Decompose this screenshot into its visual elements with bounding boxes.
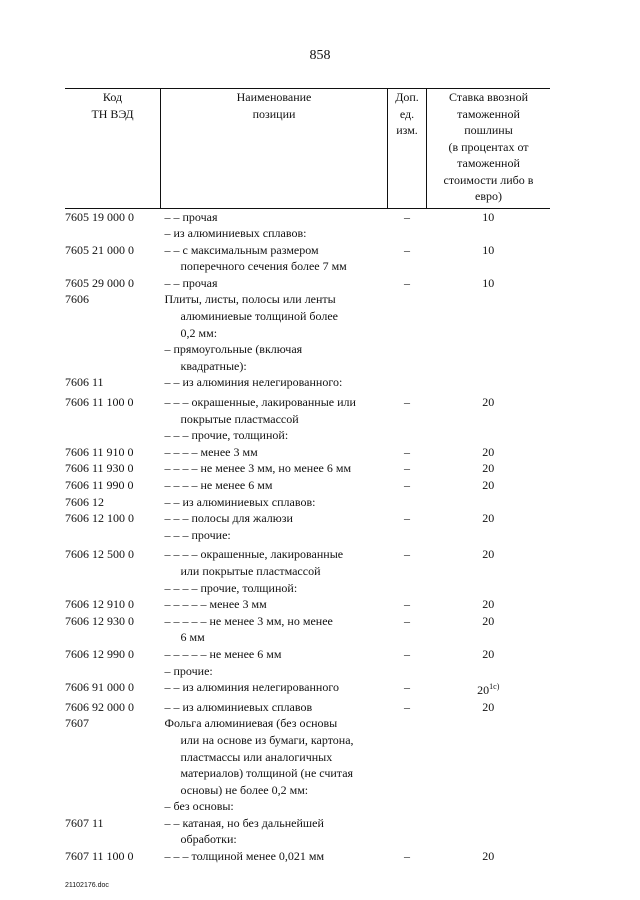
position-name-line: или на основе из бумаги, картона, [180, 732, 354, 747]
position-name-line: – – – толщиной менее 0,021 мм [164, 849, 325, 864]
footnote-marker: 1c) [489, 682, 500, 692]
table-row [65, 460, 550, 477]
duty-rate-value: 20 [482, 613, 495, 628]
position-name-line: – – из алюминия нелегированного [164, 680, 339, 695]
position-name-line: – – прочая [164, 275, 218, 290]
position-name-line: – – прочая [164, 209, 218, 224]
duty-rate [427, 798, 551, 815]
additional-unit [388, 580, 427, 597]
duty-rate [427, 613, 551, 646]
position-name-line: 0,2 мм: [180, 325, 218, 340]
additional-unit [388, 225, 427, 242]
position-name [161, 444, 388, 461]
duty-rate [427, 275, 551, 292]
table-row [65, 242, 550, 275]
position-name-line: квадратные): [180, 358, 247, 373]
additional-unit: – [404, 275, 410, 290]
tariff-code: 7606 12 500 0 [65, 547, 134, 562]
table-row [65, 848, 550, 865]
duty-rate-value: 20 [482, 511, 495, 526]
position-name [161, 391, 388, 427]
table-row [65, 427, 550, 444]
position-name [161, 715, 388, 798]
duty-rate [427, 494, 551, 511]
tariff-code: 7606 12 100 0 [65, 511, 134, 526]
position-name [161, 208, 388, 225]
header-name: Наименование позиции [161, 89, 388, 209]
position-name-line: – – – – прочие, толщиной: [164, 580, 298, 595]
additional-unit: – [404, 461, 410, 476]
position-name [161, 596, 388, 613]
header-unit: Доп. ед. изм. [388, 89, 427, 209]
position-name-line: – – из алюминиевых сплавов [164, 699, 313, 714]
position-name-line: – – – окрашенные, лакированные или [164, 395, 356, 410]
position-name [161, 798, 388, 815]
position-name-line: – – – полосы для жалюзи [164, 511, 293, 526]
duty-rate-value: 10 [482, 275, 495, 290]
duty-rate [427, 391, 551, 427]
duty-rate-value: 20 [482, 461, 495, 476]
table-row [65, 391, 550, 427]
duty-rate [427, 715, 551, 798]
duty-rate-value: 10 [482, 209, 495, 224]
position-name-line: пластмассы или аналогичных [180, 749, 333, 764]
position-name-line: основы) не более 0,2 мм: [180, 782, 309, 797]
position-name-line: – – – – – не менее 6 мм [164, 646, 282, 661]
position-name-line: – – – – не менее 6 мм [164, 478, 273, 492]
duty-rate [427, 510, 551, 527]
header-code: Код ТН ВЭД [65, 89, 161, 209]
additional-unit: – [404, 395, 410, 410]
table-row [65, 815, 550, 848]
table-row [65, 699, 550, 716]
position-name [161, 679, 388, 699]
duty-rate [427, 477, 551, 494]
position-name [161, 815, 388, 848]
position-name [161, 291, 388, 341]
additional-unit: – [404, 478, 410, 492]
duty-rate-value: 20 [482, 597, 495, 612]
position-name-line: – – – – – менее 3 мм [164, 597, 267, 612]
table-row [65, 275, 550, 292]
duty-rate [427, 527, 551, 544]
tariff-body [65, 208, 550, 865]
table-row [65, 208, 550, 225]
duty-rate [427, 699, 551, 716]
tariff-code [65, 798, 161, 815]
tariff-code: 7606 11 910 0 [65, 444, 134, 459]
tariff-code: 7607 11 100 0 [65, 849, 134, 864]
position-name [161, 510, 388, 527]
position-name-line: – – – прочие: [164, 527, 231, 542]
position-name [161, 699, 388, 716]
tariff-code [65, 341, 161, 374]
position-name-line: – – – – не менее 3 мм, но менее 6 мм [164, 461, 352, 476]
header-rate: Ставка ввозной таможенной пошлины (в процентах от таможенной стоимости либо в евро) [427, 89, 551, 209]
position-name-line: – из алюминиевых сплавов: [164, 226, 307, 241]
tariff-code: 7606 12 [65, 494, 104, 509]
table-row [65, 374, 550, 391]
additional-unit [388, 815, 427, 848]
tariff-code: 7606 11 [65, 375, 104, 390]
table-row [65, 341, 550, 374]
table-row [65, 715, 550, 798]
position-name [161, 427, 388, 444]
duty-rate [427, 444, 551, 461]
position-name [161, 848, 388, 865]
position-name [161, 275, 388, 292]
additional-unit: – [404, 597, 410, 612]
tariff-table [65, 88, 550, 865]
table-row [65, 663, 550, 680]
duty-rate [427, 663, 551, 680]
position-name [161, 543, 388, 579]
duty-rate [427, 848, 551, 865]
additional-unit [388, 291, 427, 341]
additional-unit: – [404, 242, 410, 257]
position-name-line: Плиты, листы, полосы или ленты [164, 292, 336, 307]
position-name-line: – – – – – не менее 3 мм, но менее [164, 613, 333, 628]
table-row [65, 444, 550, 461]
page-number: 858 [309, 48, 331, 63]
tariff-code: 7606 91 000 0 [65, 680, 134, 695]
table-header-row [65, 89, 550, 209]
tariff-code: 7605 19 000 0 [65, 209, 134, 224]
position-name [161, 580, 388, 597]
position-name-line: обработки: [180, 832, 237, 847]
tariff-code [65, 663, 161, 680]
duty-rate [427, 208, 551, 225]
position-name [161, 374, 388, 391]
duty-rate-value: 20 [482, 646, 495, 661]
position-name [161, 341, 388, 374]
table-row [65, 494, 550, 511]
duty-rate-value: 20 [482, 395, 495, 410]
position-name [161, 225, 388, 242]
duty-rate-value: 20 [482, 444, 495, 459]
position-name [161, 663, 388, 680]
table-row [65, 291, 550, 341]
tariff-code: 7607 [65, 716, 89, 731]
additional-unit [388, 663, 427, 680]
position-name-line: – – – – менее 3 мм [164, 444, 258, 459]
position-name-line: покрытые пластмассой [180, 411, 299, 426]
table-row [65, 613, 550, 646]
position-name-line: или покрытые пластмассой [180, 563, 321, 578]
tariff-code [65, 527, 161, 544]
tariff-code: 7606 12 910 0 [65, 597, 134, 612]
additional-unit: – [404, 699, 410, 714]
tariff-code [65, 427, 161, 444]
duty-rate [427, 374, 551, 391]
position-name [161, 242, 388, 275]
duty-rate-value: 20 [482, 478, 495, 492]
additional-unit: – [404, 849, 410, 864]
additional-unit [388, 715, 427, 798]
position-name-line: Фольга алюминиевая (без основы [164, 716, 338, 731]
position-name-line: 6 мм [180, 630, 205, 645]
additional-unit [388, 527, 427, 544]
additional-unit [388, 374, 427, 391]
position-name-line: – прочие: [164, 663, 213, 678]
position-name-line: – прямоугольные (включая [164, 342, 303, 357]
additional-unit [388, 427, 427, 444]
tariff-code: 7606 11 100 0 [65, 395, 134, 410]
position-name [161, 646, 388, 663]
tariff-code [65, 580, 161, 597]
additional-unit [388, 341, 427, 374]
position-name [161, 527, 388, 544]
position-name-line: – – – прочие, толщиной: [164, 428, 289, 443]
tariff-code [65, 225, 161, 242]
table-row [65, 596, 550, 613]
duty-rate-value: 20 [482, 699, 495, 714]
duty-rate [427, 580, 551, 597]
position-name [161, 477, 388, 494]
additional-unit: – [404, 209, 410, 224]
duty-rate [427, 596, 551, 613]
position-name-line: – – – – окрашенные, лакированные [164, 547, 344, 562]
table-row [65, 679, 550, 699]
table-row [65, 477, 550, 494]
file-name-footer: 21102176.doc [65, 882, 109, 889]
duty-rate [427, 225, 551, 242]
additional-unit: – [404, 613, 410, 628]
duty-rate [427, 460, 551, 477]
duty-rate [427, 646, 551, 663]
table-row [65, 543, 550, 579]
duty-rate [427, 291, 551, 341]
position-name-line: – без основы: [164, 799, 234, 814]
duty-rate [427, 242, 551, 275]
additional-unit: – [404, 547, 410, 562]
tariff-code: 7606 92 000 0 [65, 699, 134, 714]
table-row [65, 527, 550, 544]
position-name [161, 494, 388, 511]
position-name-line: – – с максимальным размером [164, 242, 319, 257]
tariff-code: 7606 11 990 0 [65, 478, 134, 492]
duty-rate-value: 20 [482, 849, 495, 864]
table-row [65, 646, 550, 663]
tariff-code: 7607 11 [65, 815, 104, 830]
additional-unit: – [404, 511, 410, 526]
position-name-line: алюминиевые толщиной более [180, 309, 338, 324]
position-name-line: – – из алюминия нелегированного: [164, 375, 343, 390]
duty-rate-value: 20 [482, 547, 495, 562]
duty-rate [427, 815, 551, 848]
duty-rate [427, 427, 551, 444]
table-row [65, 225, 550, 242]
tariff-code: 7606 12 930 0 [65, 613, 134, 628]
position-name-line: материалов) толщиной (не считая [180, 766, 354, 781]
tariff-code: 7606 11 930 0 [65, 461, 134, 476]
additional-unit: – [404, 646, 410, 661]
table-row [65, 798, 550, 815]
position-name [161, 460, 388, 477]
additional-unit [388, 494, 427, 511]
position-name-line: – – из алюминиевых сплавов: [164, 494, 316, 509]
duty-rate [427, 543, 551, 579]
position-name [161, 613, 388, 646]
additional-unit: – [404, 444, 410, 459]
additional-unit: – [404, 680, 410, 695]
table-row [65, 580, 550, 597]
position-name-line: – – катаная, но без дальнейшей [164, 815, 324, 830]
tariff-code: 7606 12 990 0 [65, 646, 134, 661]
tariff-code: 7605 29 000 0 [65, 275, 134, 290]
duty-rate-value: 10 [482, 242, 495, 257]
tariff-code: 7606 [65, 292, 89, 307]
duty-rate [427, 679, 551, 699]
tariff-code: 7605 21 000 0 [65, 242, 134, 257]
duty-rate [427, 341, 551, 374]
additional-unit [388, 798, 427, 815]
duty-rate-value: 20 [477, 683, 490, 698]
position-name-line: поперечного сечения более 7 мм [180, 259, 347, 274]
table-row [65, 510, 550, 527]
